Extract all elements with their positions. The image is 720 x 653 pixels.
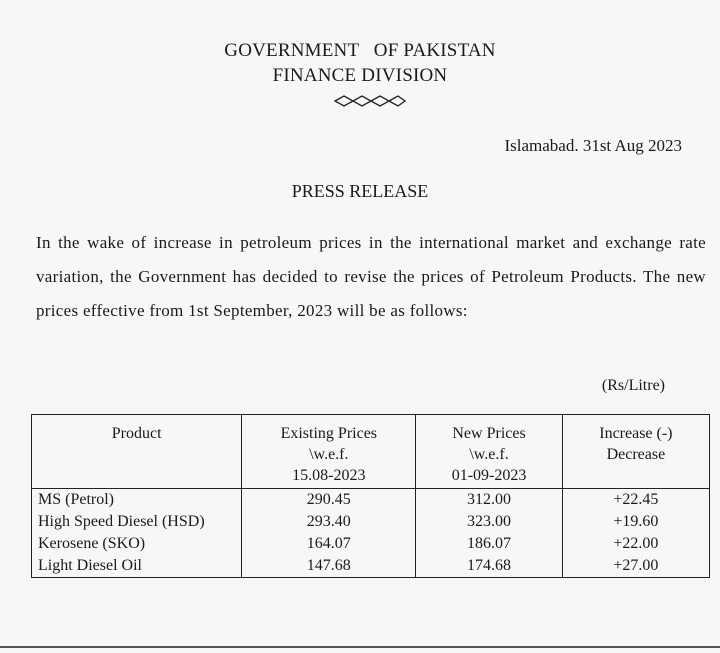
header-government: GOVERNMENT OF PAKISTAN bbox=[224, 40, 496, 61]
prices-table bbox=[31, 414, 710, 578]
table-row bbox=[32, 555, 710, 578]
table-header-row bbox=[32, 415, 710, 489]
unit-label: (Rs/Litre) bbox=[601, 377, 665, 394]
bottom-divider bbox=[0, 646, 720, 648]
header-division: FINANCE DIVISION bbox=[272, 65, 448, 86]
product-name: High Speed Diesel (HSD) bbox=[32, 511, 242, 533]
product-name: Kerosene (SKO) bbox=[32, 533, 242, 555]
header-product: Product bbox=[32, 415, 242, 489]
new-price: 186.07 bbox=[416, 533, 562, 555]
product-name: MS (Petrol) bbox=[32, 489, 242, 512]
body-paragraph: In the wake of increase in petroleum prices in the international market and exchange rate variation, the Government has decided to revise the prices of Petroleum Products. The new prices effective from 1st September, 2023 will be as follows: bbox=[36, 233, 706, 320]
table-row bbox=[32, 533, 710, 555]
table-row bbox=[32, 489, 710, 512]
header-new-line: New Prices bbox=[452, 425, 526, 442]
new-price: 312.00 bbox=[416, 489, 562, 512]
new-price: 323.00 bbox=[416, 511, 562, 533]
price-change: +27.00 bbox=[562, 555, 709, 578]
header-existing-line: \w.e.f. bbox=[309, 446, 349, 463]
dateline: Islamabad. 31st Aug 2023 bbox=[504, 136, 682, 155]
existing-price: 290.45 bbox=[242, 489, 416, 512]
new-price: 174.68 bbox=[416, 555, 562, 578]
header-change bbox=[562, 415, 709, 489]
header-change-line: Decrease bbox=[606, 446, 666, 463]
header-existing-line: 15.08-2023 bbox=[292, 467, 366, 484]
header-existing-prices bbox=[242, 415, 416, 489]
existing-price: 147.68 bbox=[242, 555, 416, 578]
header-new-line: 01-09-2023 bbox=[451, 467, 527, 484]
price-change: +22.45 bbox=[562, 489, 709, 512]
table-row bbox=[32, 511, 710, 533]
product-name: Light Diesel Oil bbox=[32, 555, 242, 578]
existing-price: 164.07 bbox=[242, 533, 416, 555]
header-new-prices bbox=[416, 415, 562, 489]
price-change: +22.00 bbox=[562, 533, 709, 555]
header-change-line: Increase (-) bbox=[599, 425, 673, 442]
header-existing-line: Existing Prices bbox=[280, 425, 378, 442]
ornament-icon bbox=[333, 94, 407, 108]
press-release-title: PRESS RELEASE bbox=[291, 181, 429, 201]
header-new-line: \w.e.f. bbox=[469, 446, 509, 463]
price-change: +19.60 bbox=[562, 511, 709, 533]
existing-price: 293.40 bbox=[242, 511, 416, 533]
